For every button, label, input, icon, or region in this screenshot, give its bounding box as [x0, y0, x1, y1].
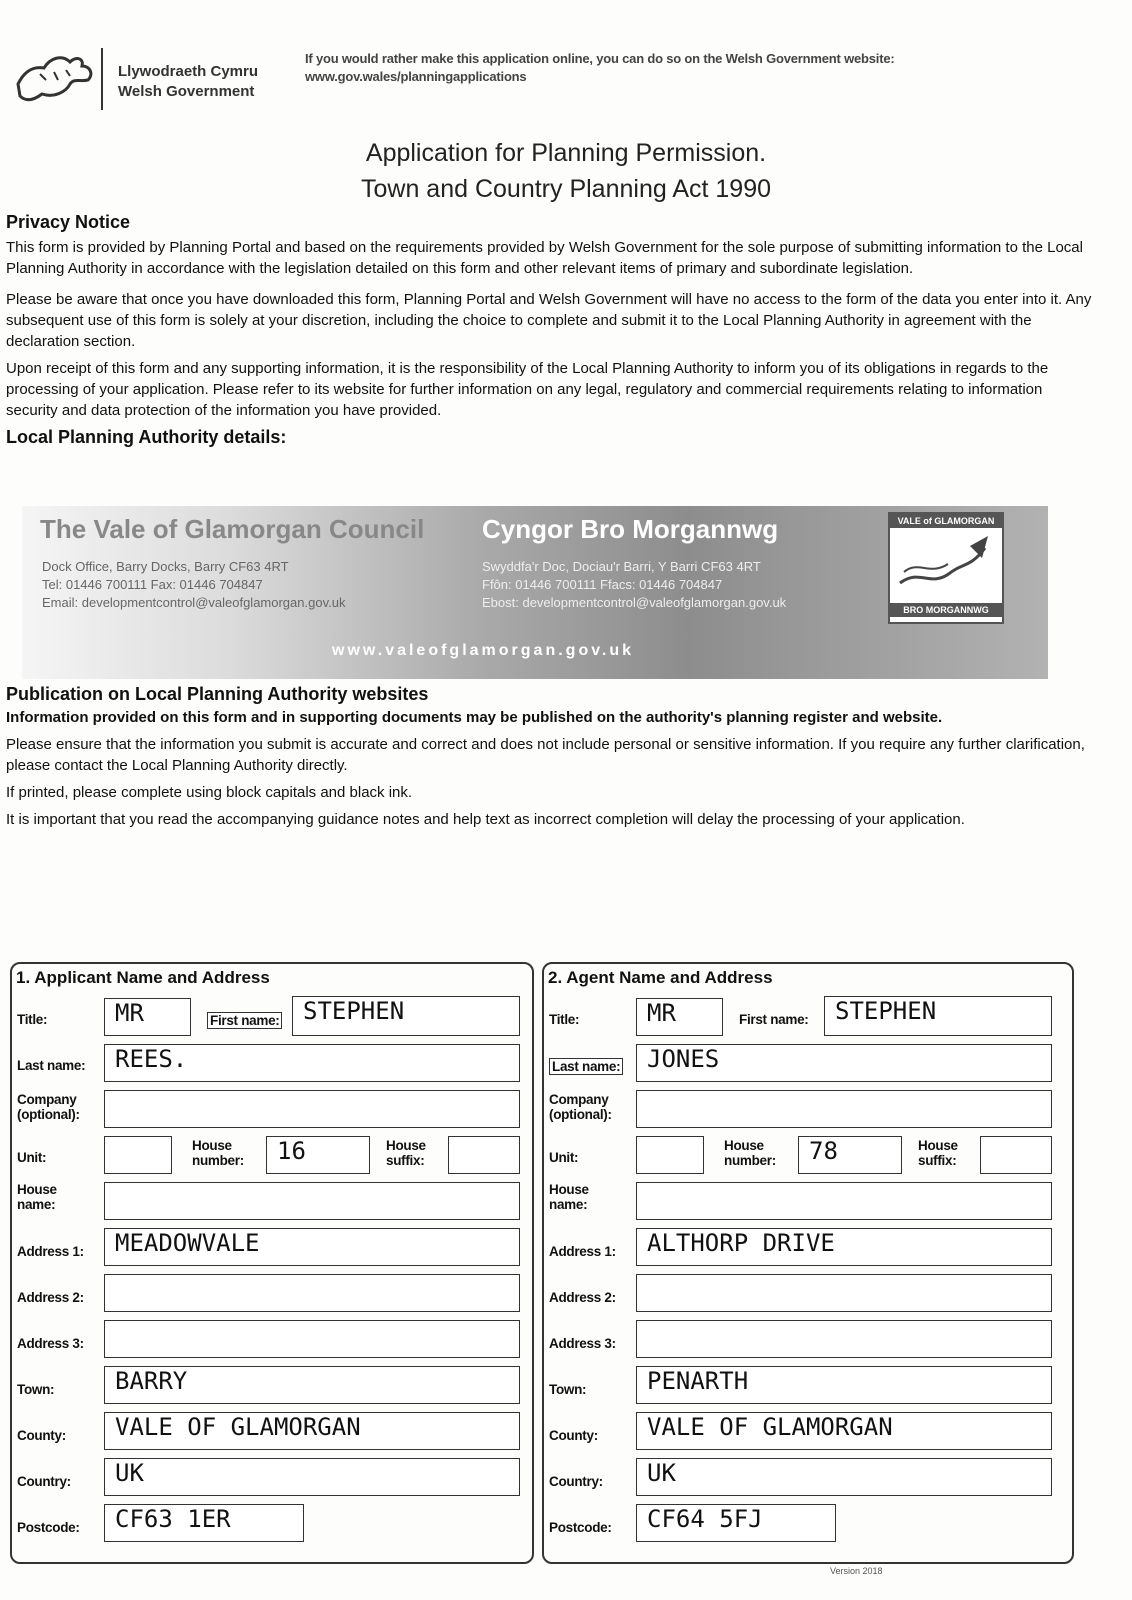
agent-heading: 2. Agent Name and Address [548, 968, 773, 987]
lpa-contact-english [42, 558, 345, 612]
page-subtitle: Town and Country Planning Act 1990 [361, 175, 771, 203]
applicant-unit-field[interactable] [104, 1136, 172, 1174]
privacy-paragraph-1: This form is provided by Planning Portal and based on the requirements provided by Welsh Government for the sole purpose of submitting information to the Local Planning Authority in accordance with the legislation detailed on this form and other relevant items of primary and subordinate legislation. [6, 239, 1083, 277]
applicant-company-label: Company (optional): [17, 1092, 80, 1122]
agent-company-field[interactable] [636, 1090, 1052, 1128]
agent-house-name-label: House name: [549, 1182, 589, 1212]
applicant-unit-label: Unit: [17, 1150, 47, 1165]
lpa-website[interactable]: www.valeofglamorgan.gov.uk [332, 642, 635, 659]
agent-address2-field[interactable] [636, 1274, 1052, 1312]
agent-house-number-label: House number: [724, 1138, 776, 1168]
applicant-address3-label: Address 3: [17, 1336, 84, 1351]
version-label: Version 2018 [830, 1566, 883, 1576]
applicant-house-number-label: House number: [192, 1138, 244, 1168]
lpa-email-english[interactable]: Email: developmentcontrol@valeofglamorgan.gov.uk [42, 595, 346, 610]
privacy-heading: Privacy Notice [6, 212, 131, 232]
agent-unit-field[interactable] [636, 1136, 704, 1174]
lpa-phone-welsh: Ffôn: 01446 700111 Ffacs: 01446 704847 [482, 577, 723, 592]
lpa-contact-welsh [482, 558, 786, 612]
agent-title-label: Title: [549, 1012, 580, 1027]
publication-paragraph-4: It is important that you read the accompanying guidance notes and help text as incorrect completion will delay the processing of your application. [6, 811, 965, 828]
welsh-government-logo [10, 44, 105, 114]
agent-address3-label: Address 3: [549, 1336, 616, 1351]
agent-country-label: Country: [549, 1474, 603, 1489]
publication-heading: Publication on Local Planning Authority websites [6, 684, 429, 704]
agent-house-suffix-label: House suffix: [918, 1138, 958, 1168]
agent-address1-field[interactable]: ALTHORP DRIVE [636, 1228, 1052, 1266]
privacy-paragraph-2: Please be aware that once you have downloaded this form, Planning Portal and Welsh Government will have no access to the form of the data you enter into it. Any subsequent use of this form is solely at your discretion, including the choice to complete and submit it to the Local Planning Authority in agreement with the declaration section. [6, 291, 1092, 350]
applicant-title-field[interactable]: MR [104, 998, 191, 1036]
applicant-first-name-label: First name: [207, 1012, 282, 1029]
applicant-house-name-field[interactable] [104, 1182, 520, 1220]
applicant-last-name-label: Last name: [17, 1058, 86, 1073]
applicant-house-suffix-label: House suffix: [386, 1138, 426, 1168]
lpa-name-english: The Vale of Glamorgan Council [40, 514, 425, 544]
applicant-postcode-field[interactable]: CF63 1ER [104, 1504, 304, 1542]
agent-first-name-label: First name: [739, 1012, 809, 1027]
online-notice-text: If you would rather make this application online, you can do so on the Welsh Government website: [305, 51, 895, 66]
agent-town-label: Town: [549, 1382, 587, 1397]
applicant-company-field[interactable] [104, 1090, 520, 1128]
publication-paragraph-2: Please ensure that the information you submit is accurate and correct and does not include personal or sensitive information. If you require any further clarification, please contact the Local Planning Authority directly. [6, 736, 1085, 774]
gov-name [118, 62, 258, 102]
agent-house-suffix-field[interactable] [980, 1136, 1052, 1174]
applicant-address1-field[interactable]: MEADOWVALE [104, 1228, 520, 1266]
publication-paragraph-1: Information provided on this form and in supporting documents may be published on the authority's planning register and website. [6, 709, 943, 726]
lpa-banner [22, 506, 1048, 679]
agent-county-field[interactable]: VALE OF GLAMORGAN [636, 1412, 1052, 1450]
lpa-heading: Local Planning Authority details: [6, 427, 287, 447]
applicant-title-label: Title: [17, 1012, 48, 1027]
applicant-address1-label: Address 1: [17, 1244, 84, 1259]
agent-house-name-field[interactable] [636, 1182, 1052, 1220]
vale-logo-top: VALE of GLAMORGAN [890, 514, 1002, 528]
applicant-county-field[interactable]: VALE OF GLAMORGAN [104, 1412, 520, 1450]
wave-icon [890, 528, 1002, 598]
online-notice-url[interactable]: www.gov.wales/planningapplications [305, 69, 527, 84]
applicant-panel [10, 962, 534, 1564]
gov-name-welsh: Llywodraeth Cymru [118, 63, 259, 80]
applicant-house-suffix-field[interactable] [448, 1136, 520, 1174]
agent-unit-label: Unit: [549, 1150, 579, 1165]
privacy-section [6, 212, 1096, 448]
agent-panel [542, 962, 1074, 1564]
agent-postcode-field[interactable]: CF64 5FJ [636, 1504, 836, 1542]
vale-logo-bottom: BRO MORGANNWG [890, 603, 1002, 617]
agent-company-label: Company (optional): [549, 1092, 612, 1122]
privacy-paragraph-3: Upon receipt of this form and any supporting information, it is the responsibility of the Local Planning Authority to inform you of its obligations in regards to the processing of your application. Please refer to its website for further information on any legal, regulatory and commercial requirements relating to information security and data protection of the information you have provided. [6, 360, 1049, 419]
agent-address1-label: Address 1: [549, 1244, 616, 1259]
page-title: Application for Planning Permission. [365, 139, 767, 167]
applicant-address2-label: Address 2: [17, 1290, 84, 1305]
agent-title-field[interactable]: MR [636, 998, 723, 1036]
applicant-heading: 1. Applicant Name and Address [16, 968, 270, 987]
agent-last-name-label: Last name: [549, 1058, 623, 1075]
applicant-address3-field[interactable] [104, 1320, 520, 1358]
agent-postcode-label: Postcode: [549, 1520, 612, 1535]
applicant-first-name-field[interactable]: STEPHEN [292, 996, 520, 1036]
applicant-house-name-label: House name: [17, 1182, 57, 1212]
agent-county-label: County: [549, 1428, 598, 1443]
agent-first-name-field[interactable]: STEPHEN [824, 996, 1052, 1036]
lpa-phone-english: Tel: 01446 700111 Fax: 01446 704847 [42, 577, 263, 592]
publication-paragraph-3: If printed, please complete using block capitals and black ink. [6, 784, 413, 801]
lpa-address-english: Dock Office, Barry Docks, Barry CF63 4RT [42, 559, 289, 574]
applicant-postcode-label: Postcode: [17, 1520, 80, 1535]
publication-section [6, 684, 1096, 830]
agent-address3-field[interactable] [636, 1320, 1052, 1358]
applicant-address2-field[interactable] [104, 1274, 520, 1312]
online-notice [305, 50, 1105, 86]
vale-logo [888, 512, 1004, 624]
applicant-country-label: Country: [17, 1474, 71, 1489]
agent-address2-label: Address 2: [549, 1290, 616, 1305]
lpa-address-welsh: Swyddfa'r Doc, Dociau'r Barri, Y Barri CF63 4RT [482, 559, 761, 574]
applicant-country-field[interactable]: UK [104, 1458, 520, 1496]
applicant-house-number-field[interactable]: 16 [266, 1136, 370, 1174]
gov-name-english: Welsh Government [118, 83, 255, 100]
dragon-icon [10, 44, 105, 114]
agent-country-field[interactable]: UK [636, 1458, 1052, 1496]
lpa-email-welsh[interactable]: Ebost: developmentcontrol@valeofglamorgan.gov.uk [482, 595, 787, 610]
applicant-town-field[interactable]: BARRY [104, 1366, 520, 1404]
agent-last-name-field[interactable]: JONES [636, 1044, 1052, 1082]
lpa-name-welsh: Cyngor Bro Morgannwg [482, 514, 779, 544]
agent-town-field[interactable]: PENARTH [636, 1366, 1052, 1404]
applicant-county-label: County: [17, 1428, 66, 1443]
applicant-town-label: Town: [17, 1382, 55, 1397]
applicant-last-name-field[interactable]: REES. [104, 1044, 520, 1082]
agent-house-number-field[interactable]: 78 [798, 1136, 902, 1174]
